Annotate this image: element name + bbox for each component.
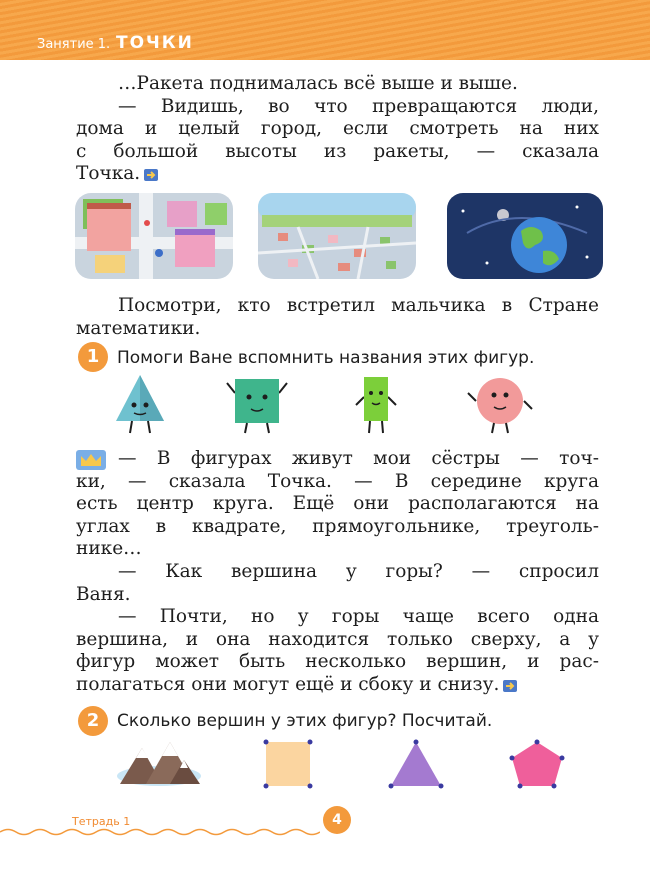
pentagon-figure	[508, 738, 566, 794]
dialogue-line: есть центр круга. Ещё они располагаются на	[76, 493, 599, 515]
city-close-illustration	[75, 193, 233, 283]
dialogue-line: — В фигурах живут мои сёстры — точ-	[76, 448, 599, 471]
story-line: дома и целый город, если смотреть на них	[76, 118, 599, 140]
audio-icon[interactable]	[144, 165, 158, 188]
square-character	[225, 373, 289, 439]
task-number-badge: 1	[78, 342, 108, 372]
triangle-character	[112, 373, 168, 439]
story-line: …Ракета поднималась всё выше и выше.	[118, 73, 518, 94]
intro-line: математики.	[76, 317, 201, 339]
story-line: с большой высоты из ракеты, — сказала	[76, 140, 599, 162]
triangle-figure	[387, 738, 445, 794]
earth-from-space-illustration	[447, 193, 603, 283]
crown-icon	[76, 450, 106, 477]
circle-character	[466, 373, 536, 439]
dialogue-line: — Почти, но у горы чаще всего одна	[118, 606, 599, 628]
city-aerial-illustration	[258, 193, 416, 283]
workbook-label: Тетрадь 1	[72, 815, 131, 828]
dialogue-line: нике…	[76, 538, 142, 560]
header-banner	[0, 0, 650, 60]
dialogue-line: — Как вершина у горы? — спросил	[118, 560, 599, 582]
story-text	[76, 73, 599, 188]
intro-line: Посмотри, кто встретил мальчика в Стране	[118, 295, 599, 316]
audio-icon[interactable]	[503, 676, 517, 699]
footer-wave-line	[0, 827, 320, 837]
story-line: — Видишь, во что превращаются люди,	[118, 95, 599, 117]
dialogue-line: углах в квадрате, прямоугольнике, треуголь-	[76, 515, 599, 537]
dialogue-line: фигур может быть несколько вершин, и рас-	[76, 651, 599, 673]
page-number: 4	[323, 806, 351, 834]
mountains-picture	[116, 740, 202, 790]
rectangle-character	[354, 373, 398, 439]
lesson-title: ТОЧКИ	[116, 33, 194, 53]
dialogue-line: вершина, и она находится только сверху, а у	[76, 628, 599, 650]
dialogue-line: полагаться они могут ещё и сбоку и снизу.	[76, 674, 599, 699]
lesson-label: Занятие 1.	[37, 37, 111, 52]
task1-text: Помоги Ване вспомнить названия этих фигур.	[117, 348, 535, 368]
dialogue-line: Ваня.	[76, 583, 131, 605]
task-number-badge: 2	[78, 706, 108, 736]
task2-text: Сколько вершин у этих фигур? Посчитай.	[117, 711, 493, 731]
dialogue-text	[76, 448, 599, 699]
intro-text	[76, 295, 599, 340]
square-figure	[262, 738, 314, 794]
dialogue-line: ки, — сказала Точка. — В середине круга	[76, 470, 599, 492]
story-line: Точка.	[76, 163, 599, 188]
